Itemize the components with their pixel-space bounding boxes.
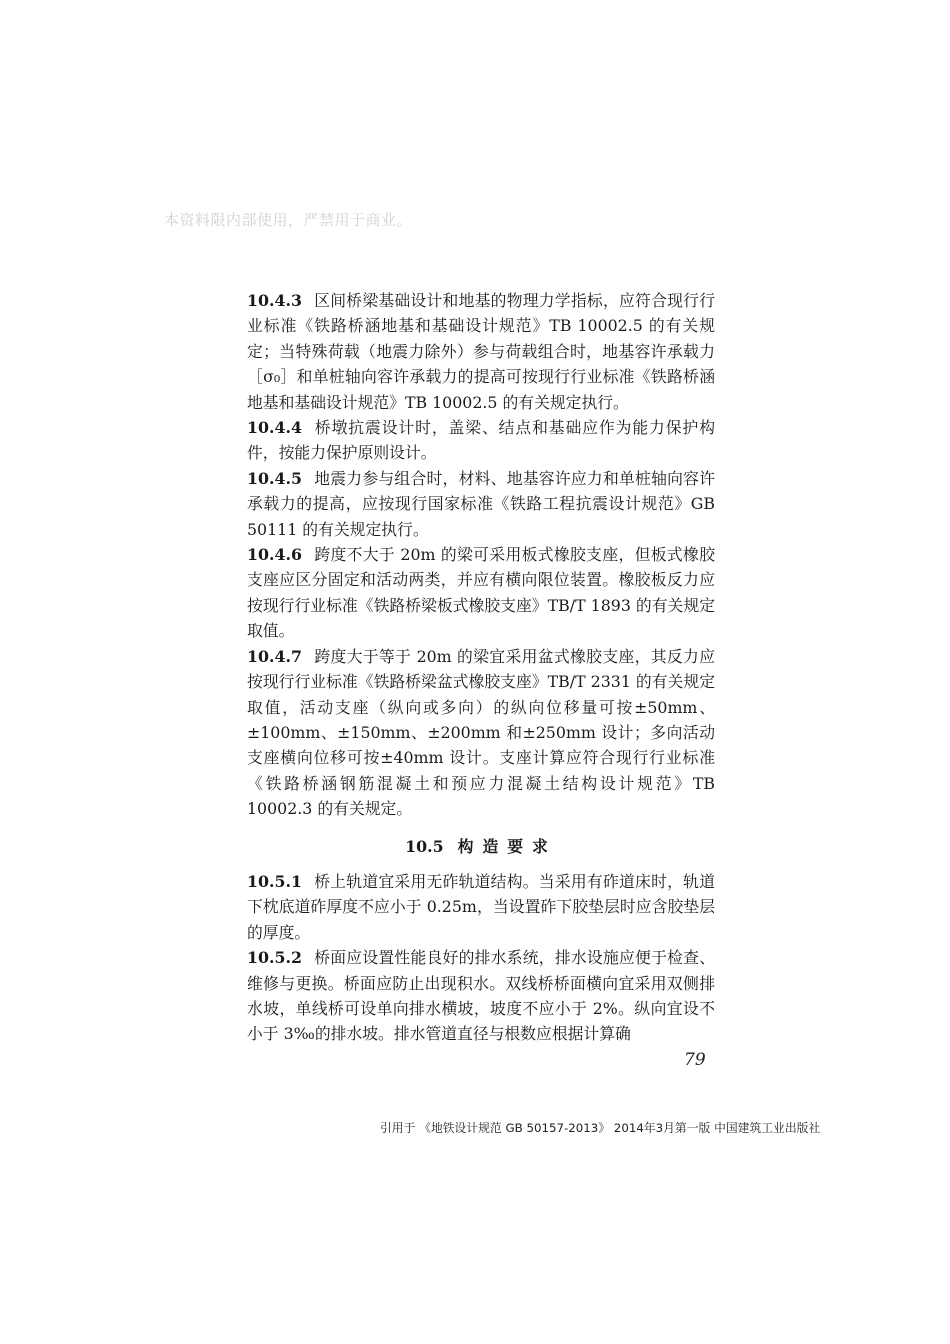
clause-text: 地震力参与组合时，材料、地基容许应力和单桩轴向容许承载力的提高，应按现行国家标准《铁路工程抗震设计规范》GB 50111 的有关规定执行。 <box>247 468 715 539</box>
clause-10-4-4 <box>247 415 715 466</box>
clause-number: 10.4.6 <box>247 545 302 565</box>
clause-number: 10.5.1 <box>247 871 302 891</box>
clause-text: 桥面应设置性能良好的排水系统，排水设施应便于检查、维修与更换。桥面应防止出现积水。双线桥桥面横向宜采用双侧排水坡，单线桥可设单向排水横坡，坡度不应小于 2%。纵向宜设不小于 3‰的排水坡。排水管道直径与根数应根据计算确 <box>247 948 715 1044</box>
clause-number: 10.4.5 <box>247 468 302 488</box>
citation-footer: 引用于 《地铁设计规范 GB 50157-2013》 2014年3月第一版 中国建筑工业出版社 <box>380 1121 821 1135</box>
clause-text: 跨度不大于 20m 的梁可采用板式橡胶支座，但板式橡胶支座应区分固定和活动两类，并应有横向限位装置。橡胶板反力应按现行行业标准《铁路桥梁板式橡胶支座》TB/T 1893 的有关规定取值。 <box>247 545 715 641</box>
clause-10-4-7 <box>247 644 715 822</box>
clause-10-5-1 <box>247 869 715 945</box>
clause-10-4-3 <box>247 288 715 415</box>
clause-number: 10.4.3 <box>247 291 302 310</box>
clause-number: 10.5.2 <box>247 948 302 968</box>
clause-number: 10.4.7 <box>247 646 302 666</box>
clause-text: 区间桥梁基础设计和地基的物理力学指标，应符合现行行业标准《铁路桥涵地基和基础设计规范》TB 10002.5 的有关规定；当特殊荷载（地震力除外）参与荷载组合时，地基容许承载力［σ₀］和单桩轴向容许承载力的提高可按现行行业标准《铁路桥涵地基和基础设计规范》TB 10002.5 的有关规定执行。 <box>247 291 715 412</box>
clause-text: 跨度大于等于 20m 的梁宜采用盆式橡胶支座，其反力应按现行行业标准《铁路桥梁盆式橡胶支座》TB/T 2331 的有关规定取值，活动支座（纵向或多向）的纵向位移量可按±50mm、±100mm、±150mm、±200mm 和±250mm 设计；多向活动支座横向位移可按±40mm 设计。支座计算应符合现行行业标准《铁路桥涵钢筋混凝土和预应力混凝土结构设计规范》TB 10002.3 的有关规定。 <box>247 646 715 819</box>
clause-text: 桥墩抗震设计时，盖梁、结点和基础应作为能力保护构件，按能力保护原则设计。 <box>247 418 715 463</box>
clause-10-4-6 <box>247 542 715 644</box>
clause-10-5-2 <box>247 945 715 1047</box>
clause-number: 10.4.4 <box>247 418 302 438</box>
page-number: 79 <box>684 1050 706 1070</box>
watermark-text: 本资料限内部使用，严禁用于商业。 <box>164 211 413 229</box>
clause-10-4-5 <box>247 466 715 542</box>
page-content <box>247 288 715 1047</box>
section-title-text: 构造要求 <box>457 836 557 856</box>
clause-text: 桥上轨道宜采用无砟轨道结构。当采用有砟道床时，轨道下枕底道砟厚度不应小于 0.25m，当设置砟下胶垫层时应含胶垫层的厚度。 <box>247 871 715 942</box>
section-heading <box>247 834 715 859</box>
section-number: 10.5 <box>405 836 444 856</box>
